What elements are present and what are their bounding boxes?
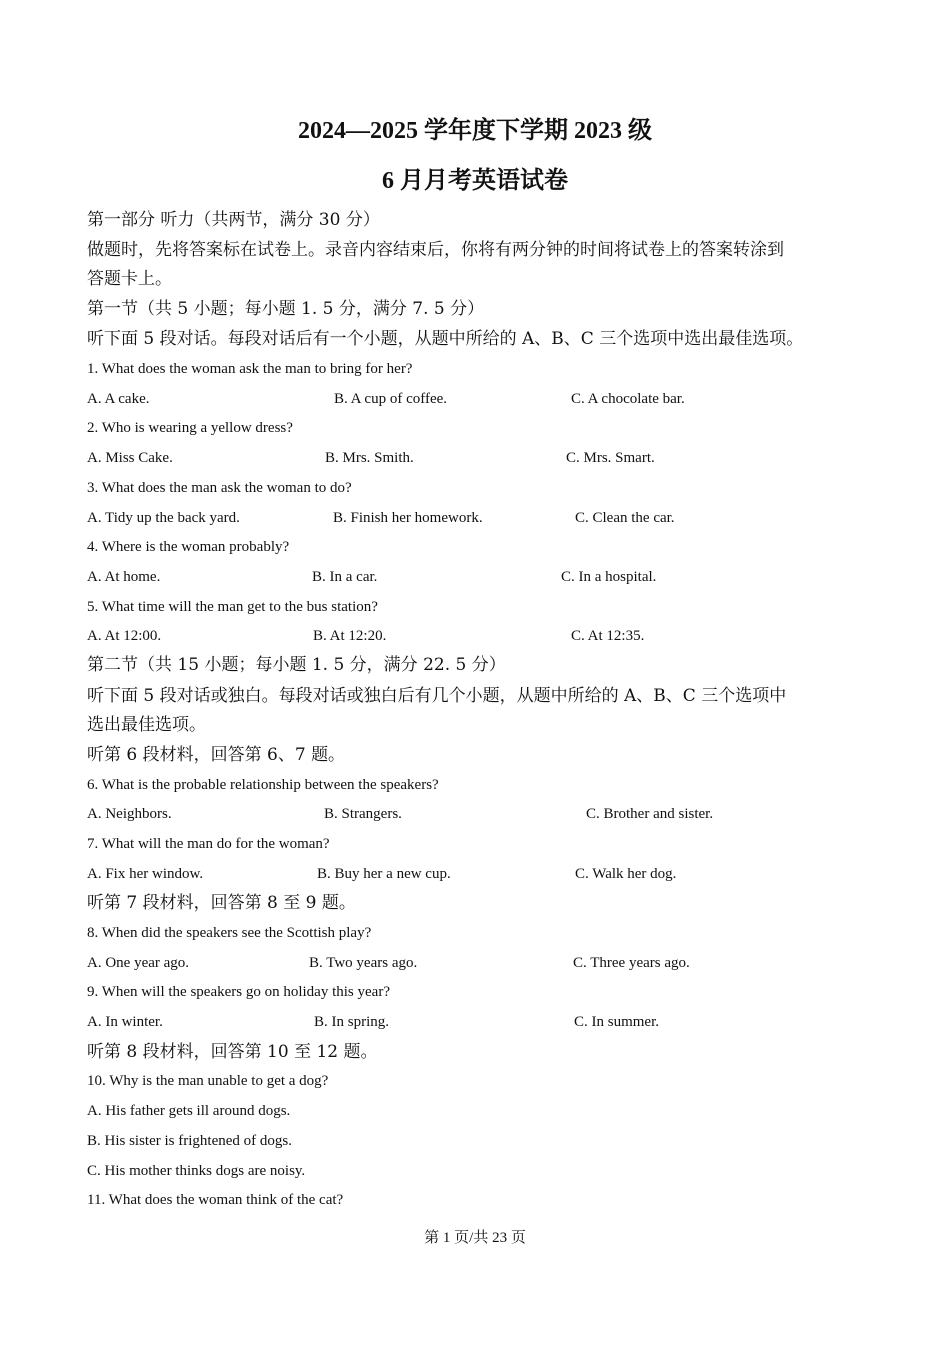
option-c: C. At 12:35.	[571, 628, 645, 644]
option-b: B. In a car.	[312, 569, 378, 585]
option-a: A. At home.	[87, 569, 161, 585]
option-b: B. Finish her homework.	[333, 510, 483, 526]
option-a: A. A cake.	[87, 391, 150, 407]
option-c: C. Brother and sister.	[586, 806, 714, 822]
exam-title-line2: 6 月月考英语试卷	[382, 168, 568, 194]
question-stem: 5. What time will the man get to the bus station?	[87, 599, 378, 615]
question-stem: 10. Why is the man unable to get a dog?	[87, 1073, 329, 1089]
option-c: C. A chocolate bar.	[571, 391, 685, 407]
question-stem: 7. What will the man do for the woman?	[87, 836, 330, 852]
question-stem: 6. What is the probable relationship between the speakers?	[87, 777, 439, 793]
option-b: B. Two years ago.	[309, 955, 418, 971]
section1-heading: 第一节（共 5 小题；每小题 1. 5 分，满分 7. 5 分）	[87, 299, 485, 319]
option-c: C. Clean the car.	[575, 510, 675, 526]
option-c: C. Mrs. Smart.	[566, 450, 655, 466]
option-c: C. In summer.	[574, 1014, 659, 1030]
option-a: A. Fix her window.	[87, 866, 204, 882]
material-6-heading: 听第 6 段材料，回答第 6、7 题。	[87, 745, 346, 765]
part1-heading: 第一部分 听力（共两节，满分 30 分）	[87, 210, 380, 230]
option-b: B. Mrs. Smith.	[325, 450, 414, 466]
question-stem: 3. What does the man ask the woman to do?	[87, 480, 352, 496]
question-stem: 1. What does the woman ask the man to bring for her?	[87, 361, 413, 377]
section2-instruction-line1: 听下面 5 段对话或独白。每段对话或独白后有几个小题，从题中所给的 A、B、C 三个选项中	[87, 686, 787, 706]
question-stem: 8. When did the speakers see the Scottish play?	[87, 925, 372, 941]
question-stem: 11. What does the woman think of the cat?	[87, 1192, 344, 1208]
option-b: B. His sister is frightened of dogs.	[87, 1133, 292, 1149]
option-b: B. In spring.	[314, 1014, 389, 1030]
option-c: C. In a hospital.	[561, 569, 657, 585]
option-a: A. In winter.	[87, 1014, 163, 1030]
option-c: C. Three years ago.	[573, 955, 690, 971]
option-b: B. A cup of coffee.	[334, 391, 448, 407]
material-8-heading: 听第 8 段材料，回答第 10 至 12 题。	[87, 1042, 378, 1062]
part1-instruction-line2: 答题卡上。	[87, 269, 172, 289]
page-indicator: 第 1 页/共 23 页	[424, 1230, 526, 1246]
section2-instruction-line2: 选出最佳选项。	[87, 715, 206, 735]
option-a: A. Neighbors.	[87, 806, 172, 822]
option-b: B. At 12:20.	[313, 628, 387, 644]
option-b: B. Buy her a new cup.	[317, 866, 451, 882]
section2-heading: 第二节（共 15 小题；每小题 1. 5 分，满分 22. 5 分）	[87, 655, 506, 675]
exam-title-line1: 2024—2025 学年度下学期 2023 级	[298, 118, 652, 144]
option-a: A. His father gets ill around dogs.	[87, 1103, 291, 1119]
option-b: B. Strangers.	[324, 806, 402, 822]
material-7-heading: 听第 7 段材料，回答第 8 至 9 题。	[87, 893, 356, 913]
question-stem: 2. Who is wearing a yellow dress?	[87, 420, 293, 436]
option-a: A. Miss Cake.	[87, 450, 173, 466]
option-a: A. One year ago.	[87, 955, 190, 971]
question-stem: 4. Where is the woman probably?	[87, 539, 290, 555]
option-a: A. Tidy up the back yard.	[87, 510, 240, 526]
option-a: A. At 12:00.	[87, 628, 162, 644]
section1-instruction: 听下面 5 段对话。每段对话后有一个小题，从题中所给的 A、B、C 三个选项中选出最佳选项。	[87, 329, 804, 349]
option-c: C. His mother thinks dogs are noisy.	[87, 1163, 306, 1179]
option-c: C. Walk her dog.	[575, 866, 677, 882]
part1-instruction-line1: 做题时，先将答案标在试卷上。录音内容结束后，你将有两分钟的时间将试卷上的答案转涂到	[87, 240, 784, 260]
question-stem: 9. When will the speakers go on holiday this year?	[87, 984, 390, 1000]
